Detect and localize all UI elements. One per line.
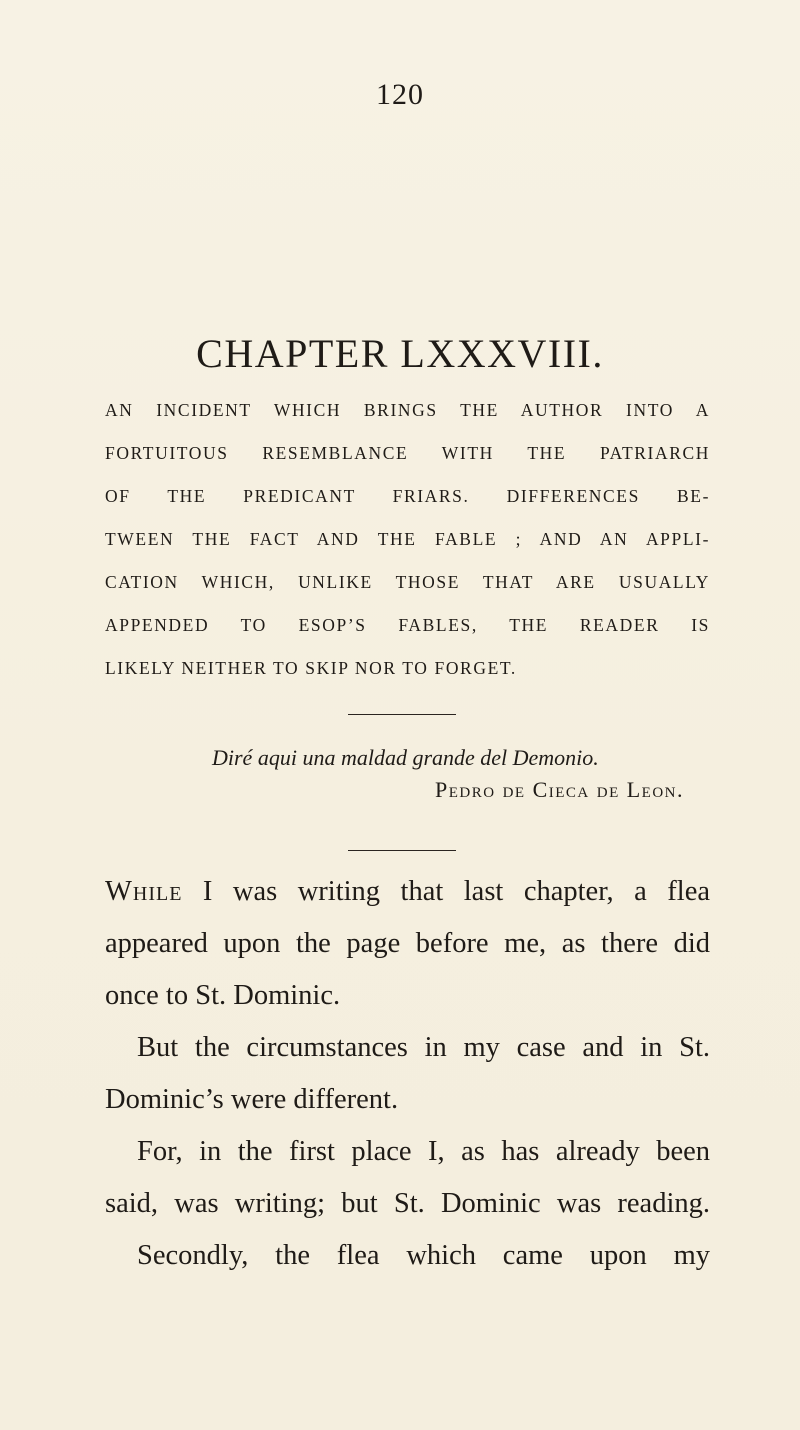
epigraph-attribution: Pedro de Cieca de Leon. bbox=[435, 777, 684, 802]
chapter-title: CHAPTER LXXXVIII. bbox=[196, 331, 604, 376]
body-line: For, in the first place I, as has already been bbox=[137, 1136, 710, 1167]
summary-line: TWEEN THE FACT AND THE FABLE ; AND AN APPLI- bbox=[105, 529, 710, 549]
body-line: once to St. Dominic. bbox=[105, 980, 341, 1011]
divider-rule bbox=[348, 850, 456, 851]
body-line: said, was writing; but St. Dominic was reading. bbox=[105, 1188, 710, 1219]
body-line: But the circumstances in my case and in St. bbox=[137, 1032, 710, 1063]
chapter-summary bbox=[105, 389, 710, 690]
summary-line: AN INCIDENT WHICH BRINGS THE AUTHOR INTO A bbox=[105, 400, 710, 420]
body-text bbox=[105, 866, 710, 1282]
summary-line: CATION WHICH, UNLIKE THOSE THAT ARE USUALLY bbox=[105, 572, 710, 592]
summary-line: LIKELY NEITHER TO SKIP NOR TO FORGET. bbox=[105, 658, 517, 678]
body-line: Dominic’s were different. bbox=[105, 1084, 399, 1115]
body-line-text: I was writing that last chapter, a flea bbox=[182, 876, 710, 907]
body-line: appeared upon the page before me, as there did bbox=[105, 928, 710, 959]
page-number: 120 bbox=[376, 78, 424, 111]
summary-line: FORTUITOUS RESEMBLANCE WITH THE PATRIARCH bbox=[105, 443, 710, 463]
drop-word: While bbox=[105, 876, 183, 907]
body-line: Secondly, the flea which came upon my bbox=[137, 1240, 710, 1271]
summary-line: APPENDED TO ESOP’S FABLES, THE READER IS bbox=[105, 615, 710, 635]
epigraph-quote: Diré aqui una maldad grande del Demonio. bbox=[212, 745, 599, 770]
divider-rule bbox=[348, 714, 456, 715]
body-line bbox=[105, 866, 710, 918]
summary-line: OF THE PREDICANT FRIARS. DIFFERENCES BE- bbox=[105, 486, 710, 506]
